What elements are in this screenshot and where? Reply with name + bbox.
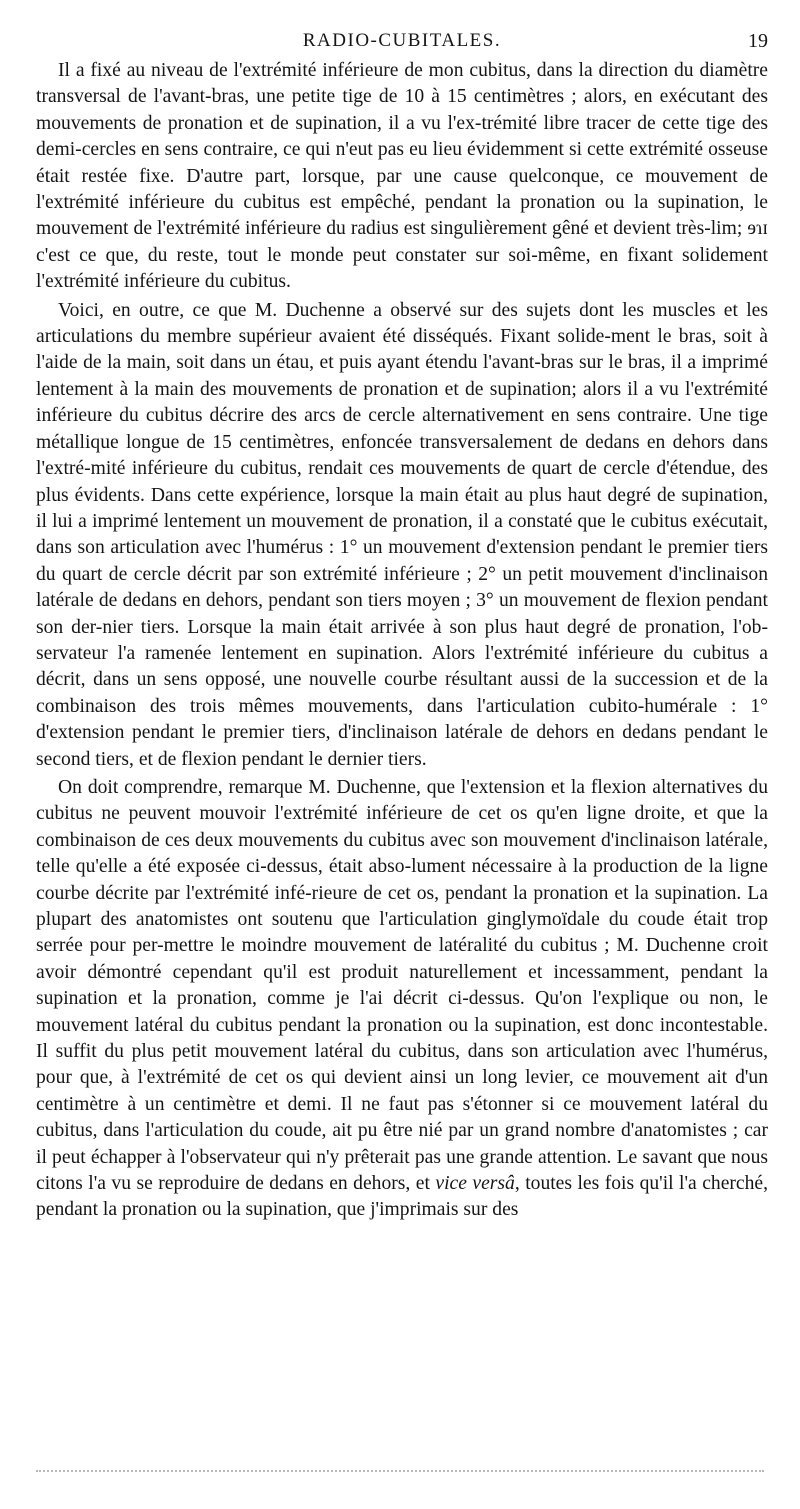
paragraph-text: , toutes les fois qu'il l'a cherché, pendant la pronation ou la supination, que j'imprimais sur des (36, 1173, 768, 1221)
paragraph (36, 775, 768, 1224)
italic-phrase: vice versâ (435, 1173, 515, 1195)
paragraph-text: On doit comprendre, remarque M. Duchenne, que l'extension et la flexion alternatives du cubitus ne peuvent mouvoir l'extrémité inférieure de cet os qu'en ligne droite, et que la combinaison de ces deux mouvements du cubitus avec son mouvement d'inclinaison latérale, telle qu'elle a été exposée ci-dessus, était abso-lument nécessaire à la production de la ligne courbe décrite par l'extrémité infé-rieure de cet os, pendant la pronation et la supination. La plupart des anatomistes ont soutenu que l'articulation ginglymoïdale du coude était trop serrée pour per-mettre le moindre mouvement de latéralité du cubitus ; M. Duchenne croit avoir démontré cependant qu'il est produit naturellement et incessamment, pendant la supination et la pronation, comme je l'ai décrit ci-dessus. Qu'on l'explique ou non, le mouvement latéral du cubitus pendant la pronation ou la supination, est donc incontestable. Il suffit du plus petit mouvement latéral du cubitus, dans son articulation avec l'humérus, pour que, à l'extrémité de cet os qui devient ainsi un long levier, ce mouvement ait d'un centimètre à un centimètre et demi. Il ne faut pas s'étonner si ce mouvement latéral du cubitus, dans l'articulation du coude, ait pu être nié par un grand nombre d'anatomistes ; car il peut échapper à l'observateur qui n'y prêterait pas une grande attention. Le savant que nous citons l'a vu se reproduire de dedans en dehors, et (36, 776, 768, 1195)
running-head (36, 30, 768, 58)
paragraph: Voici, en outre, ce que M. Duchenne a observé sur des sujets dont les muscles et les articulations du membre supérieur avaient été disséqués. Fixant solide-ment le bras, soit à l'aide de la main, soit dans un étau, et puis ayant étendu l'avant-bras sur le bras, il a imprimé lentement à la main des mouvements de pronation et de supination; alors il a vu l'extrémité inférieure du cubitus décrire des arcs de cercle alternativement en sens contraire. Une tige métallique longue de 15 centimètres, enfoncée transversalement de dedans en dehors dans l'extré-mité inférieure du cubitus, rendait ces mouvements de quart de cercle d'étendue, des plus évidents. Dans cette expérience, lorsque la main était au plus haut degré de supination, il lui a imprimé lentement un mouvement de pronation, il a constaté que le cubitus exécutait, dans son articulation avec l'humérus : 1° un mouvement d'extension pendant le premier tiers du quart de cercle décrit par son extrémité inférieure ; 2° un petit mouvement d'inclinaison latérale de dedans en dehors, pendant son tiers moyen ; 3° un mouvement de flexion pendant son der-nier tiers. Lorsque la main était arrivée à son plus haut degré de pronation, l'ob-servateur l'a ramenée lentement en supination. Alors l'extrémité inférieure du cubitus a décrit, dans un sens opposé, une nouvelle courbe résultant aussi de la succession et de la combinaison des trois mêmes mouvements, dans l'articulation cubito-humérale : 1° d'extension pendant le premier tiers, d'inclinaison latérale de dehors en dedans pendant le second tiers, et de flexion pendant le dernier tiers. (36, 299, 768, 770)
paragraph: Il a fixé au niveau de l'extrémité inférieure de mon cubitus, dans la direction du diamètre transversal de l'avant-bras, une petite tige de 10 à 15 centimètres ; alors, en exécutant des mouvements de pronation et de supination, il a vu l'ex-trémité libre tracer de cette tige des demi-cercles en sens contraire, ce qui n'eut pas eu lieu évidemment si cette extrémité osseuse était restée fixe. D'autre part, lorsque, par une cause quelconque, ce mouvement de l'extrémité inférieure du cubitus est empêché, pendant la pronation ou la supination, le mouvement de l'extrémité inférieure du radius est singulièrement gêné et devient très-lim; ɘɿɪ c'est ce que, du reste, tout le monde peut constater sur soi-même, en fixant solidement l'extrémité inférieure du cubitus. (36, 60, 768, 293)
running-title: RADIO-CUBITALES. (302, 30, 502, 51)
page-number: 19 (748, 30, 768, 52)
body-text (36, 58, 768, 1224)
footer-dotted-rule (36, 1470, 764, 1472)
